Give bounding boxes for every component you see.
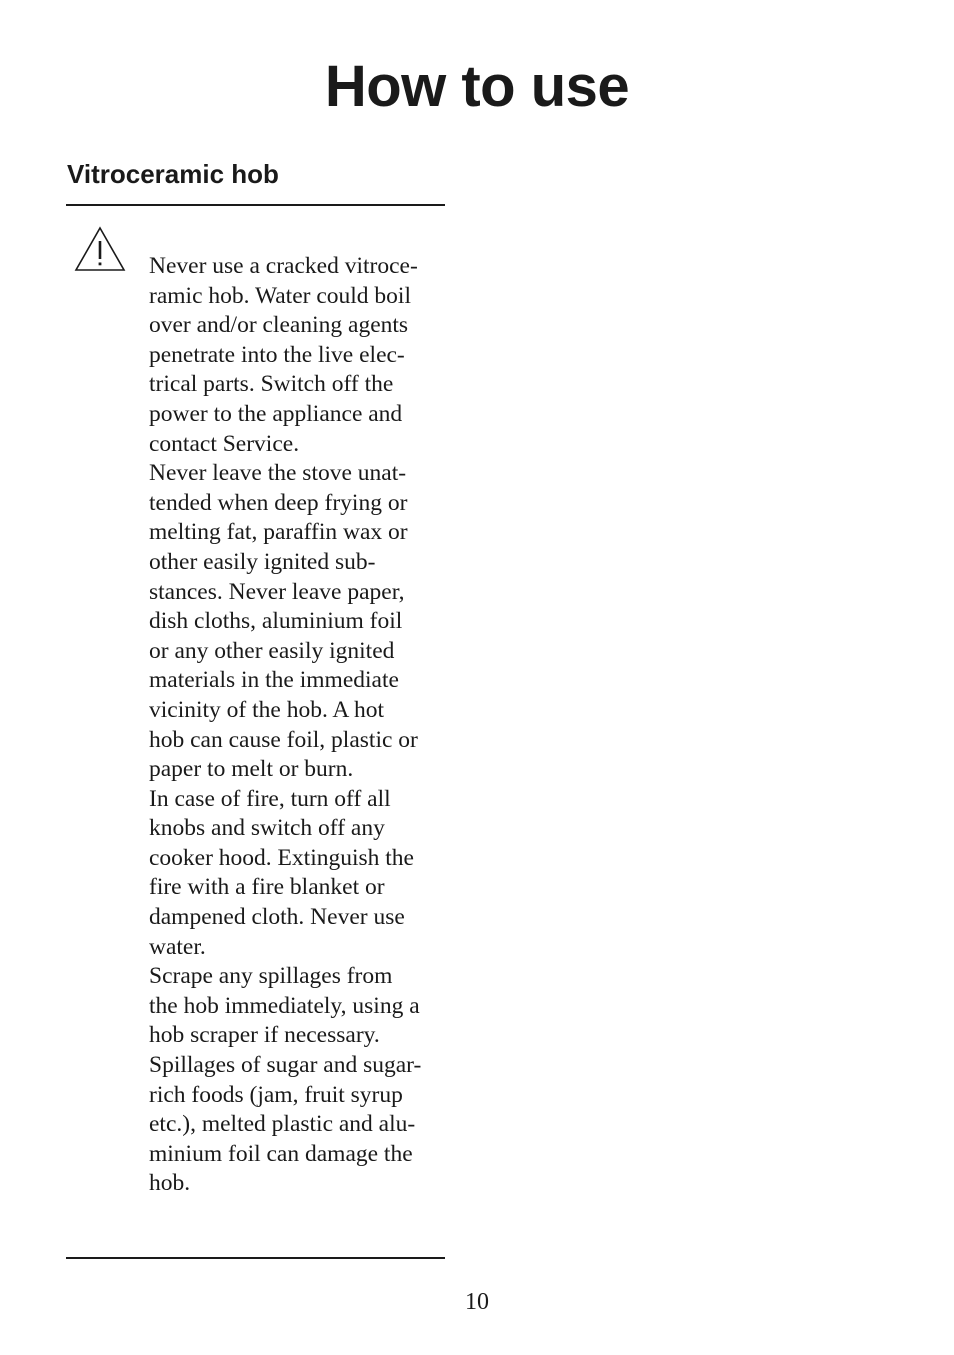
- warning-text-line: materials in the immediate: [149, 667, 399, 694]
- warning-text-line: fire with a fire blanket or: [149, 874, 385, 901]
- warning-text-line: vicinity of the hob. A hot: [149, 696, 384, 723]
- warning-text-line: Never use a cracked vitroce-: [149, 253, 418, 279]
- warning-text-line: over and/or cleaning agents: [149, 312, 409, 339]
- warning-text-line: Never leave the stove unat-: [149, 460, 407, 487]
- warning-text-line: contact Service.: [149, 430, 300, 457]
- warning-text-line: minium foil can damage the: [149, 1140, 413, 1167]
- warning-text-line: power to the appliance and: [149, 400, 403, 427]
- warning-triangle-icon: [73, 225, 127, 273]
- warning-text-line: trical parts. Switch off the: [149, 371, 394, 398]
- warning-text-line: cooker hood. Extinguish the: [149, 844, 414, 871]
- warning-text-line: hob.: [149, 1170, 191, 1197]
- warning-text-line: knobs and switch off any: [149, 815, 385, 842]
- warning-text-line: Scrape any spillages from: [149, 963, 393, 990]
- warning-text-line: or any other easily ignited: [149, 637, 395, 664]
- warning-text-line: dish cloths, aluminium foil: [149, 608, 403, 635]
- warning-text-line: ramic hob. Water could boil: [149, 282, 411, 309]
- warning-text-line: hob can cause foil, plastic or: [149, 726, 418, 753]
- warning-text-line: the hob immediately, using a: [149, 992, 420, 1019]
- warning-text-line: hob scraper if necessary.: [149, 1022, 380, 1049]
- section-top-divider: [66, 204, 445, 206]
- warning-text-line: In case of fire, turn off all: [149, 785, 391, 812]
- warning-text-line: melting fat, paraffin wax or: [149, 519, 408, 546]
- page-number: 10: [465, 1289, 489, 1315]
- warning-text-line: other easily ignited sub-: [149, 548, 376, 575]
- warning-text-line: tended when deep frying or: [149, 489, 408, 516]
- warning-text-line: penetrate into the live elec-: [149, 341, 405, 368]
- section-bottom-divider: [66, 1257, 445, 1259]
- section-heading: Vitroceramic hob: [67, 159, 279, 189]
- warning-text-line: rich foods (jam, fruit syrup: [149, 1081, 403, 1108]
- warning-text-line: water.: [149, 933, 206, 960]
- page-title: How to use: [324, 54, 630, 119]
- warning-text-line: paper to melt or burn.: [149, 756, 354, 783]
- warning-text-line: Spillages of sugar and sugar-: [149, 1052, 422, 1079]
- warning-text-line: dampened cloth. Never use: [149, 904, 405, 931]
- warning-text-line: stances. Never leave paper,: [149, 578, 405, 605]
- warning-text-line: etc.), melted plastic and alu-: [149, 1111, 416, 1138]
- warning-text: [149, 252, 449, 1199]
